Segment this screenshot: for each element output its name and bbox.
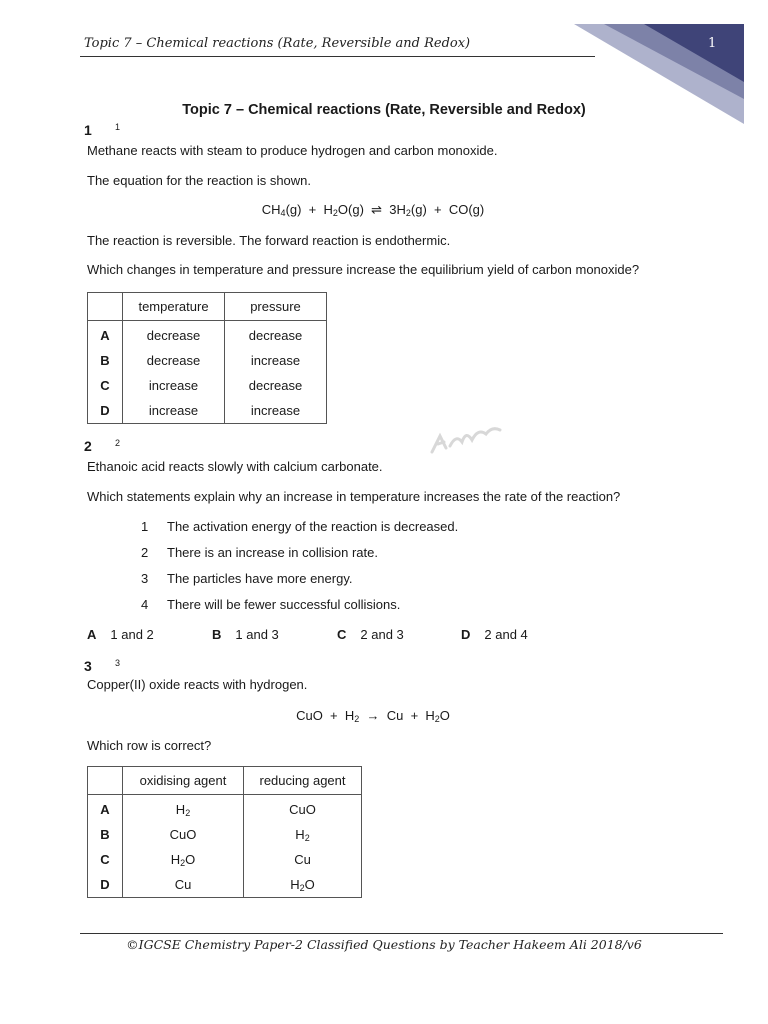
q3-options-table — [87, 766, 362, 898]
answer-option-b: B 1 and 3 — [212, 627, 279, 642]
column-header-oxidising-agent: oxidising agent — [123, 767, 244, 795]
question-3-ref: 3 — [115, 658, 121, 668]
q3-equation: CuO + $H_2 \to Cu + H_2O$ — [296, 708, 450, 724]
q3-text-1: Copper(II) oxide reacts with hydrogen. — [87, 677, 308, 692]
header-rule — [80, 56, 595, 57]
column-header-reducing-agent: reducing agent — [244, 767, 362, 795]
answer-option-d: D 2 and 4 — [461, 627, 528, 642]
statement-2: 2 There is an increase in collision rate. — [141, 545, 378, 560]
footer-rule — [80, 933, 723, 934]
answer-option-a: A 1 and 2 — [87, 627, 154, 642]
page-number: 1 — [708, 36, 717, 51]
table-row: B CuO $H_2$ — [88, 822, 362, 847]
statement-4: 4 There will be fewer successful collisions. — [141, 597, 401, 612]
answer-option-c: C 2 and 3 — [337, 627, 404, 642]
table-row: D increase increase — [88, 398, 327, 424]
table-row: B decrease increase — [88, 348, 327, 373]
table-corner — [88, 293, 123, 321]
q1-options-table — [87, 292, 327, 424]
table-row: C $H_2O$ Cu — [88, 847, 362, 872]
table-row: D Cu $H_2O$ — [88, 872, 362, 898]
equilibrium-arrow-icon: ⇌ — [371, 202, 383, 217]
table-row: A decrease decrease — [88, 321, 327, 349]
document-title: Topic 7 – Chemical reactions (Rate, Reversible and Redox) — [182, 102, 586, 118]
q3-text-2: Which row is correct? — [87, 738, 212, 753]
question-1-ref: 1 — [115, 122, 121, 132]
q1-text-3: The reaction is reversible. The forward reaction is endothermic. — [87, 233, 451, 248]
column-header-pressure: pressure — [225, 293, 327, 321]
table-row: C increase decrease — [88, 373, 327, 398]
statement-3: 3 The particles have more energy. — [141, 571, 353, 586]
table-corner — [88, 767, 123, 795]
q1-equation: $CH_4(g) + H_2O(g)$ ⇌ $3H_2(g) + CO(g)$ — [261, 202, 485, 218]
question-1-number: 1 — [84, 122, 92, 138]
footer-credit: ©IGCSE Chemistry Paper-2 Classified Questions by Teacher Hakeem Ali 2018/v6 — [126, 937, 642, 952]
question-3-number: 3 — [84, 658, 92, 674]
q2-text-2: Which statements explain why an increase in temperature increases the rate of the reaction? — [87, 489, 621, 504]
statement-1: 1 The activation energy of the reaction is decreased. — [141, 519, 459, 534]
question-2-ref: 2 — [115, 438, 121, 448]
column-header-temperature: temperature — [123, 293, 225, 321]
q1-text-4: Which changes in temperature and pressure increase the equilibrium yield of carbon monoxide? — [87, 262, 640, 277]
reaction-arrow-icon: → — [366, 708, 380, 723]
watermark-signature — [428, 418, 508, 458]
q1-text-2: The equation for the reaction is shown. — [87, 173, 312, 188]
q1-text-1: Methane reacts with steam to produce hydrogen and carbon monoxide. — [87, 143, 498, 158]
question-2-number: 2 — [84, 438, 92, 454]
q2-text-1: Ethanoic acid reacts slowly with calcium carbonate. — [87, 459, 383, 474]
table-row: A $H_2$ CuO — [88, 795, 362, 823]
running-header: Topic 7 – Chemical reactions (Rate, Reversible and Redox) — [84, 36, 471, 51]
